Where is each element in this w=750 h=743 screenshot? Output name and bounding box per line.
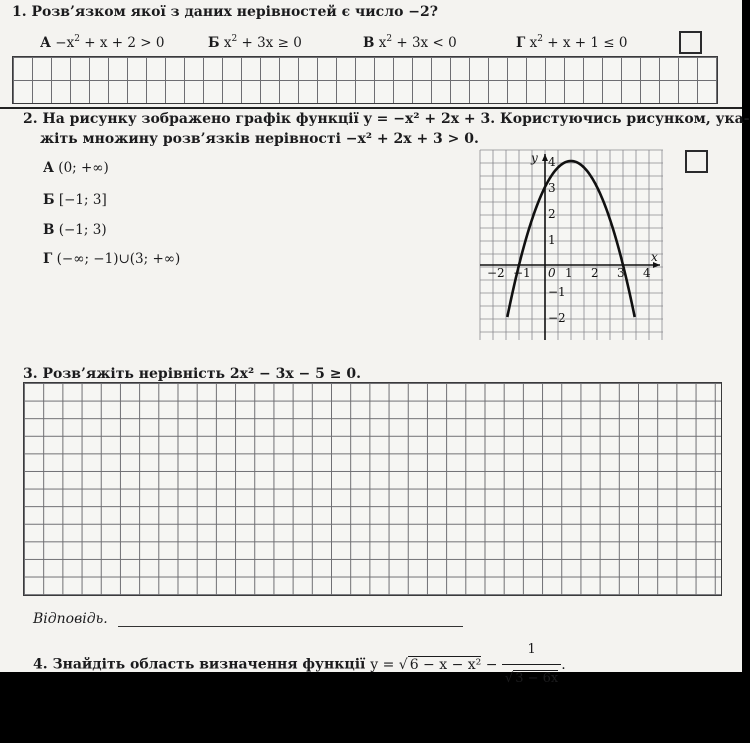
q2-option-c-text: (−1; 3) [58,222,107,238]
q2-option-d-letter: Г [43,251,53,267]
q2-answer-box[interactable] [685,150,708,173]
question-4-text: Знайдіть область визначення функції [52,656,366,673]
question-3-title [23,366,361,382]
q1-option-a [40,35,164,51]
graph-y-tick-label: 4 [548,155,556,169]
q1-option-b [208,35,302,51]
q4-root-expr: 6 − x − x² [409,656,482,673]
graph-x-tick-label: 4 [643,266,651,280]
question-2-line-1 [23,111,750,127]
q2-option-a-letter: А [43,160,54,176]
q1-option-c-letter: В [363,35,375,51]
q1-answer-box[interactable] [679,31,702,54]
graph-y-tick-label: −1 [548,285,566,299]
q4-tail: . [561,656,566,673]
graph-x-tick-label: −2 [487,266,505,280]
graph-x-tick-label: 2 [591,266,599,280]
graph-y-tick-label: −2 [548,311,566,325]
q2-option-d-text: (−∞; −1)∪(3; +∞) [56,251,181,267]
graph-y-axis-label: y [531,151,538,165]
q2-option-d [43,251,180,267]
graph-y-tick-label: 2 [548,207,556,221]
q2-option-b-letter: Б [43,192,55,208]
q3-answer-line[interactable] [118,626,463,627]
question-1-number: 1. [12,4,27,20]
graph-origin-label: 0 [548,266,556,280]
q2-option-c [43,222,107,238]
q2-function-graph [480,150,663,340]
graph-x-tick-label: −1 [513,266,531,280]
q3-work-grid[interactable] [23,382,722,596]
q4-fraction-num: 1 [502,636,561,665]
graph-x-tick-label: 3 [617,266,625,280]
q2-option-b [43,192,107,208]
q4-fraction-den-expr: 3 − 6x [515,671,559,686]
q4-y-prefix: y = [370,656,395,673]
q3-answer-label: Відповідь. [33,611,108,627]
q1-option-a-letter: А [40,35,51,51]
q2-option-b-text: [−1; 3] [58,192,107,208]
question-2-number: 2. [23,111,38,127]
graph-x-axis-label: x [651,250,658,264]
q4-formula: y = √ 6 − x − x² − $\frac{1}{√ 3 - 6x}$ . [370,657,565,673]
q2-option-a [43,160,109,176]
q1-option-d-expr: $x^2 + x + 1 \le 0$ [529,34,628,51]
question-2-line-2: жіть множину розв’язків нерівності −x² + 2x + 3 > 0. [40,131,479,147]
q1-option-b-expr: $x^2 + 3x \ge 0$ [223,34,302,51]
q4-minus: − [485,656,498,673]
q4-fraction [502,636,561,693]
q2-option-a-text: (0; +∞) [58,160,109,176]
question-2-text-1: На рисунку зображено графік функції y = −x² + 2x + 3. Користуючись рисунком, ука- [42,111,750,127]
q1-option-d [516,35,627,51]
question-4-number: 4. [33,656,48,673]
q4-fraction-den: √ 3 − 6x [504,671,559,686]
question-1-text: Розв’язком якої з даних нерівностей є число −2? [31,4,438,20]
q1-option-d-letter: Г [516,35,526,51]
graph-y-tick-label: 3 [548,181,556,195]
question-4-title [33,636,566,693]
question-1-title [12,4,438,20]
question-3-number: 3. [23,366,38,382]
q1-option-c [363,35,457,51]
divider-1 [0,107,742,109]
graph-y-tick-label: 1 [548,233,556,247]
q2-option-c-letter: В [43,222,55,238]
question-3-text: Розв’яжіть нерівність 2x² − 3x − 5 ≥ 0. [42,366,361,382]
q1-option-c-expr: $x^2 + 3x < 0$ [378,34,457,51]
q1-option-b-letter: Б [208,35,220,51]
q1-work-grid[interactable] [12,56,718,104]
graph-x-tick-label: 1 [565,266,573,280]
q1-option-a-expr: $-x^2 + x + 2 > 0$ [55,34,165,51]
